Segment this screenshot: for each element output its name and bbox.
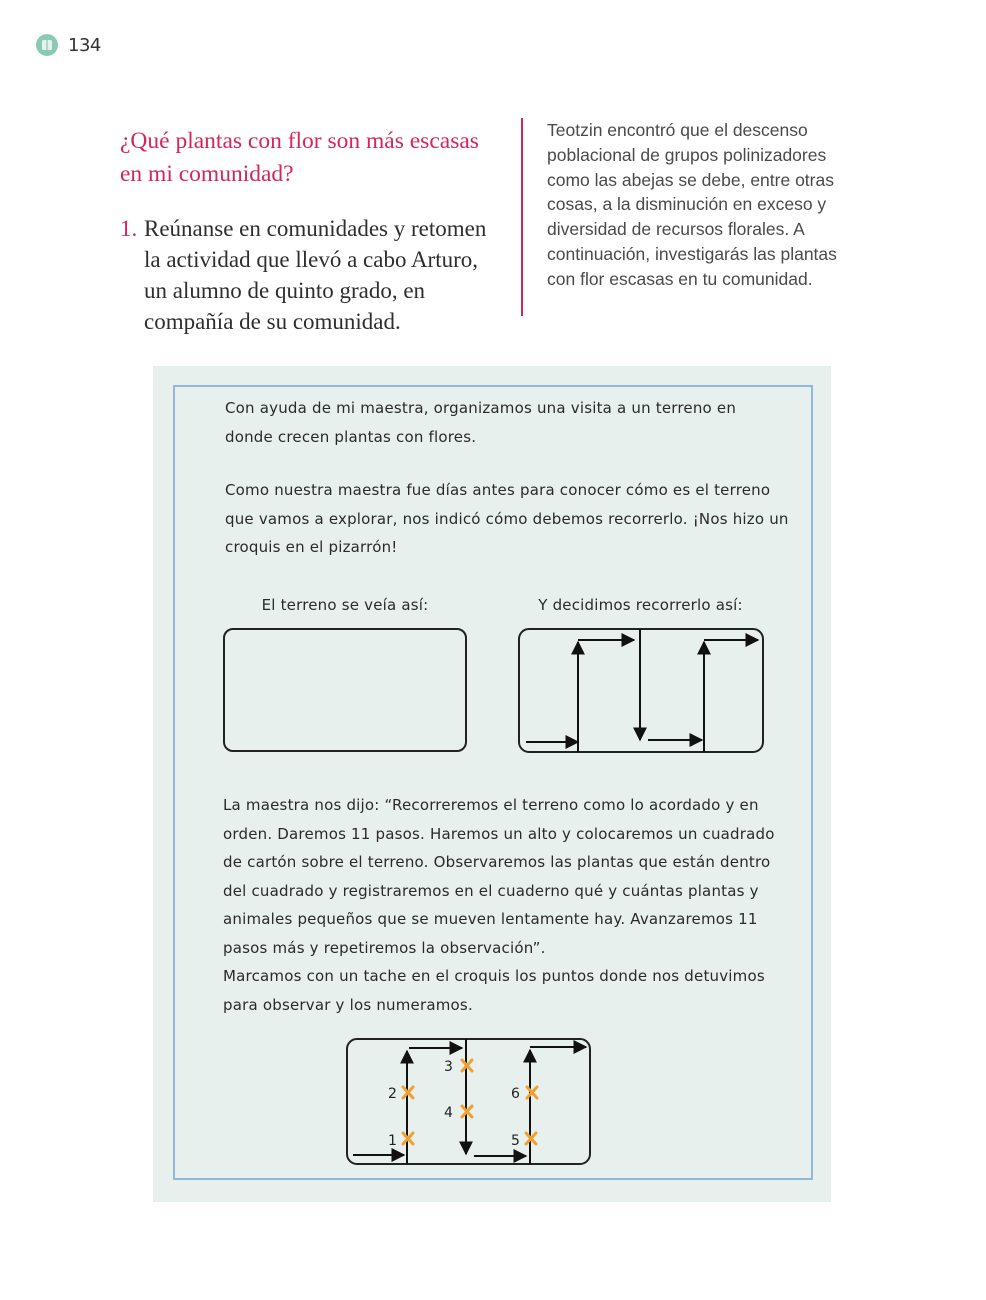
section-title: ¿Qué plantas con flor son más escasas en mi comunidad?: [120, 128, 479, 187]
stop-label-1: 1: [388, 1133, 397, 1149]
story-paragraph-3: [223, 791, 793, 1019]
side-note-rule: [521, 118, 523, 316]
story-paragraph-3-line-2: Marcamos con un tache en el croquis los puntos donde nos detuvimos para observar y los numeramos.: [223, 967, 765, 1014]
caption-terrain: El terreno se veía así:: [261, 596, 429, 614]
stop-label-2: 2: [388, 1086, 397, 1102]
side-note: Teotzin encontró que el descenso poblacional de grupos polinizadores como las abejas se debe, entre otras cosas, a la disminución en exceso y diversidad de recursos florales. A continuación, investigarás las plantas con flor escasas en tu comunidad.: [547, 120, 837, 289]
stop-mark-6: [527, 1087, 537, 1098]
stop-label-3: 3: [444, 1059, 453, 1075]
stop-label-4: 4: [444, 1105, 453, 1121]
terrain-sketch: [223, 628, 467, 752]
route-stops-sketch: [344, 1036, 594, 1168]
step-number: 1.: [120, 216, 138, 241]
story-paragraph-3-line-1: La maestra nos dijo: “Recorreremos el terreno como lo acordado y en orden. Daremos 11 pasos. Haremos un alto y colocaremos un cuadrado de cartón sobre el terreno. Observaremos las plantas que están dentro del cuadrado y registraremos en el cuaderno qué y cuántas plantas y animales pequeños que se mueven lentamente hay. Avanzaremos 11 pasos más y repetiremos la observación”.: [223, 796, 775, 957]
book-icon: [36, 34, 58, 56]
page-header: [36, 34, 101, 56]
step-item: [120, 213, 505, 337]
step-text: Reúnanse en comunidades y retomen la actividad que llevó a cabo Arturo, un alumno de quinto grado, en compañía de su comunidad.: [144, 216, 487, 334]
route-sketch: [516, 626, 766, 756]
story-paragraph-1: Con ayuda de mi maestra, organizamos una visita a un terreno en donde crecen plantas con flores.: [225, 399, 737, 446]
story-paragraph-2: Como nuestra maestra fue días antes para conocer cómo es el terreno que vamos a explorar, nos indicó cómo debemos recorrerlo. ¡Nos hizo un croquis en el pizarrón!: [225, 481, 789, 556]
caption-route: Y decidimos recorrerlo así:: [538, 596, 743, 614]
stop-label-6: 6: [511, 1086, 520, 1102]
page-number: 134: [68, 34, 101, 56]
stop-label-5: 5: [511, 1133, 520, 1149]
